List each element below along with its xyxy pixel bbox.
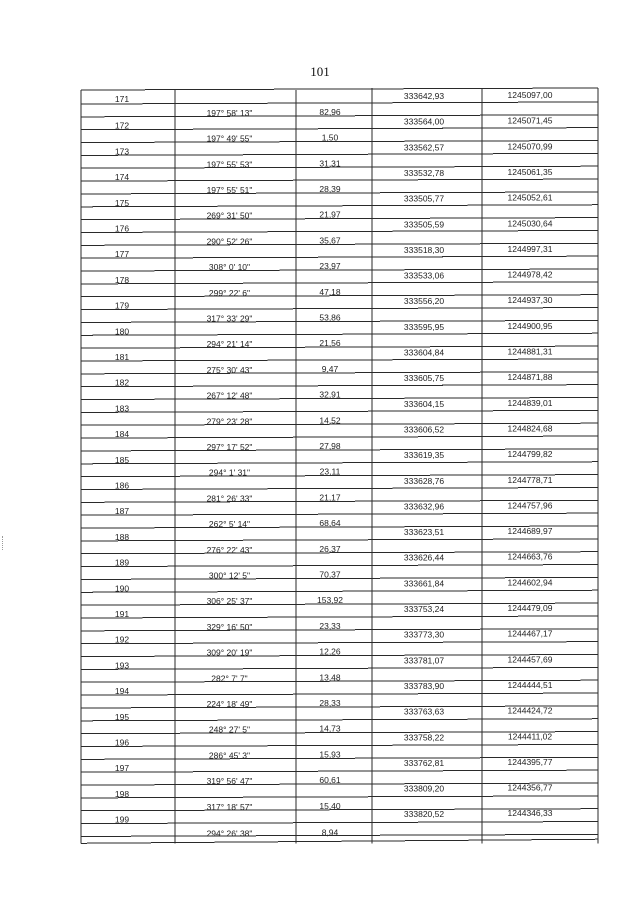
segment-length: 27,98 <box>319 440 341 451</box>
direction-angle: 309° 20' 19" <box>206 647 253 658</box>
segment-length: 35,67 <box>319 235 341 246</box>
direction-angle: 317° 18' 57" <box>206 801 253 812</box>
point-row-line <box>81 590 598 592</box>
direction-angle: 282° 7' 7" <box>211 673 248 684</box>
direction-angle: 262° 5' 14" <box>208 519 251 530</box>
direction-angle: 267° 12' 48" <box>206 390 253 401</box>
table-text <box>115 90 553 838</box>
coord-y: 1244778,71 <box>507 474 553 485</box>
coord-x: 333505,77 <box>403 193 445 204</box>
segment-length: 15,93 <box>319 749 341 760</box>
segment-length: 9,47 <box>321 363 339 374</box>
coord-y: 1244457,69 <box>507 654 553 665</box>
coord-x: 333628,76 <box>403 475 445 486</box>
point-row-line <box>81 822 598 824</box>
point-id: 196 <box>114 737 130 748</box>
direction-angle: 279° 23' 28" <box>206 416 253 427</box>
coord-x: 333758,22 <box>403 732 445 743</box>
coord-y: 1245061,35 <box>507 166 553 177</box>
segment-length: 14,52 <box>319 415 341 426</box>
point-id: 185 <box>114 454 130 465</box>
coord-x: 333619,35 <box>403 450 445 461</box>
coord-x: 333532,78 <box>403 167 445 178</box>
point-id: 188 <box>114 531 130 542</box>
point-row-line <box>81 102 598 104</box>
point-id: 183 <box>114 403 130 414</box>
coord-y: 1244839,01 <box>507 397 553 408</box>
point-id: 186 <box>114 480 130 491</box>
coord-x: 333518,30 <box>403 244 445 255</box>
point-row-line <box>81 667 598 669</box>
point-row-line <box>81 282 598 284</box>
segment-length: 12,26 <box>319 646 341 657</box>
coord-y: 1244978,42 <box>507 269 553 280</box>
point-row-line <box>81 359 598 361</box>
coord-x: 333604,15 <box>403 398 445 409</box>
coord-y: 1244997,31 <box>507 243 553 254</box>
direction-angle: 276° 22' 43" <box>206 544 253 555</box>
coord-y: 1245071,45 <box>507 115 553 126</box>
point-row-line <box>81 796 598 798</box>
coord-x: 333762,81 <box>403 757 445 768</box>
direction-angle: 297° 17' 52" <box>206 441 253 452</box>
direction-angle: 299° 22' 6" <box>208 287 251 298</box>
segment-length: 14,73 <box>319 723 341 734</box>
coord-y: 1244881,31 <box>507 346 553 357</box>
direction-angle: 224° 18' 49" <box>206 698 253 709</box>
point-row-line <box>81 539 598 541</box>
point-row-line <box>81 719 598 721</box>
point-id: 190 <box>114 583 130 594</box>
coord-x: 333605,75 <box>403 373 445 384</box>
coord-x: 333763,63 <box>403 706 445 717</box>
coord-x: 333661,84 <box>403 578 445 589</box>
segment-length: 31,31 <box>319 158 341 169</box>
segment-length: 28,39 <box>319 183 341 194</box>
segment-length: 21,56 <box>319 338 341 349</box>
point-id: 197 <box>114 763 130 774</box>
direction-angle: 306° 25' 37" <box>206 596 253 607</box>
point-row-line <box>81 410 598 412</box>
point-id: 184 <box>114 429 130 440</box>
segment-length: 26,37 <box>319 543 341 554</box>
direction-angle: 248° 27' 5" <box>208 724 251 735</box>
point-id: 173 <box>114 146 130 157</box>
point-row-line <box>81 513 598 515</box>
point-row-line <box>81 487 598 489</box>
coord-y: 1244602,94 <box>507 577 553 588</box>
coord-y: 1244411,02 <box>507 731 553 742</box>
coord-x: 333781,07 <box>403 655 445 666</box>
coord-x: 333505,59 <box>403 219 445 230</box>
point-row-line <box>81 153 598 155</box>
coord-y: 1244824,68 <box>507 423 553 434</box>
coord-y: 1244871,88 <box>507 372 553 383</box>
segment-length: 23,33 <box>319 620 341 631</box>
coord-x: 333632,96 <box>403 501 445 512</box>
coord-x: 333783,90 <box>403 680 445 691</box>
point-id: 181 <box>114 352 130 362</box>
point-row-line <box>81 333 598 335</box>
point-row-line <box>81 693 598 695</box>
point-row-line <box>81 205 598 207</box>
coord-x: 333556,20 <box>403 296 445 307</box>
point-row-line <box>81 616 598 618</box>
segment-length: 82,96 <box>319 106 341 117</box>
point-id: 199 <box>114 814 130 825</box>
point-id: 177 <box>114 249 130 260</box>
segment-length: 21,17 <box>319 492 341 503</box>
direction-angle: 319° 56' 47" <box>206 776 253 787</box>
segment-length: 8,94 <box>321 827 339 838</box>
segment-length: 60,61 <box>319 775 341 786</box>
coord-y: 1245052,61 <box>507 192 553 203</box>
point-row-line <box>81 230 598 232</box>
point-row-line <box>81 462 598 464</box>
coord-x: 333595,95 <box>403 321 445 332</box>
segment-length: 1,50 <box>321 132 339 143</box>
coord-x: 333623,51 <box>403 527 445 538</box>
point-row-line <box>81 436 598 438</box>
direction-angle: 286° 45' 3" <box>208 750 251 761</box>
coord-y: 1244356,77 <box>507 782 553 793</box>
coord-y: 1244757,96 <box>507 500 553 511</box>
point-id: 194 <box>114 686 130 697</box>
point-id: 193 <box>114 660 130 671</box>
coord-y: 1244467,17 <box>507 628 553 639</box>
coord-x: 333604,84 <box>403 347 445 358</box>
direction-angle: 197° 58' 13" <box>206 107 253 118</box>
direction-angle: 197° 49' 55" <box>206 133 253 144</box>
point-row-line <box>81 308 598 310</box>
coord-y: 1245030,64 <box>507 218 553 229</box>
point-row-line <box>81 128 598 130</box>
point-id: 191 <box>114 609 130 619</box>
direction-angle: 300° 12' 5" <box>208 570 251 581</box>
segment-length: 28,33 <box>319 697 341 708</box>
coord-x: 333564,00 <box>403 116 445 127</box>
direction-angle: 294° 26' 38" <box>206 828 253 839</box>
coord-x: 333773,30 <box>403 629 445 640</box>
direction-angle: 294° 21' 14" <box>206 339 253 350</box>
segment-length: 153,92 <box>317 595 343 606</box>
point-id: 180 <box>114 326 130 337</box>
coord-x: 333626,44 <box>403 552 445 563</box>
direction-angle: 329° 16' 50" <box>206 621 253 632</box>
point-id: 198 <box>114 788 130 799</box>
direction-angle: 290° 52' 26" <box>206 236 253 247</box>
direction-angle: 197° 55' 53" <box>206 159 253 170</box>
point-id: 195 <box>114 711 130 722</box>
segment-length: 13,48 <box>319 672 341 683</box>
point-id: 189 <box>114 557 130 568</box>
segment-length: 15,40 <box>319 800 341 811</box>
direction-angle: 197° 55' 51" <box>206 184 253 195</box>
segment-length: 21,97 <box>319 209 341 220</box>
direction-angle: 275° 30' 43" <box>206 364 253 375</box>
direction-angle: 281° 26' 33" <box>206 493 253 504</box>
point-row-line <box>81 256 598 258</box>
direction-angle: 269° 31' 50" <box>206 210 253 221</box>
coord-y: 1244395,77 <box>507 756 553 767</box>
direction-angle: 294° 1' 31" <box>208 467 251 478</box>
table-bottom-border <box>81 839 598 843</box>
segment-length: 32,91 <box>319 389 341 400</box>
coord-y: 1244799,82 <box>507 449 553 460</box>
point-id: 174 <box>114 172 130 183</box>
segment-length: 68,64 <box>319 518 341 529</box>
point-id: 178 <box>114 274 130 285</box>
point-id: 171 <box>114 94 130 104</box>
segment-length: 70,37 <box>319 569 341 580</box>
point-id: 176 <box>114 223 130 234</box>
coord-x: 333562,57 <box>403 142 445 153</box>
coord-y: 1244900,95 <box>507 320 553 331</box>
point-row-line <box>81 385 598 387</box>
coord-x: 333820,52 <box>403 809 445 820</box>
coord-y: 1244444,51 <box>507 679 553 690</box>
point-id: 187 <box>114 506 130 517</box>
coord-y: 1244937,30 <box>507 295 553 306</box>
coord-x: 333533,06 <box>403 270 445 281</box>
point-row-line <box>81 744 598 746</box>
coord-y: 1244689,97 <box>507 526 553 537</box>
segment-length: 47,18 <box>319 286 341 297</box>
point-id: 182 <box>114 377 130 388</box>
coord-y: 1244424,72 <box>507 705 553 716</box>
point-row-line <box>81 179 598 181</box>
coord-x: 333642,93 <box>403 91 445 101</box>
point-id: 192 <box>114 634 130 645</box>
point-row-line <box>81 565 598 567</box>
segment-row-line <box>81 834 598 836</box>
coord-x: 333753,24 <box>403 604 445 614</box>
point-row-line <box>81 642 598 644</box>
coord-y: 1244663,76 <box>507 551 553 562</box>
coord-y: 1245097,00 <box>507 90 553 100</box>
page-number: 101 <box>310 64 330 79</box>
point-row-line <box>81 770 598 772</box>
coord-y: 1244346,33 <box>507 808 553 819</box>
direction-angle: 317° 33' 29" <box>206 313 253 324</box>
point-id: 179 <box>114 300 130 311</box>
coord-y: 1244479,09 <box>507 603 553 613</box>
coord-x: 333809,20 <box>403 783 445 794</box>
direction-angle: 308° 0' 10" <box>208 262 251 273</box>
segment-length: 53,86 <box>319 312 341 323</box>
point-id: 172 <box>114 120 130 131</box>
coord-x: 333606,52 <box>403 424 445 435</box>
segment-length: 23,11 <box>319 466 341 477</box>
point-id: 175 <box>114 197 130 208</box>
segment-length: 23,97 <box>319 261 341 272</box>
coord-y: 1245070,99 <box>507 141 553 152</box>
